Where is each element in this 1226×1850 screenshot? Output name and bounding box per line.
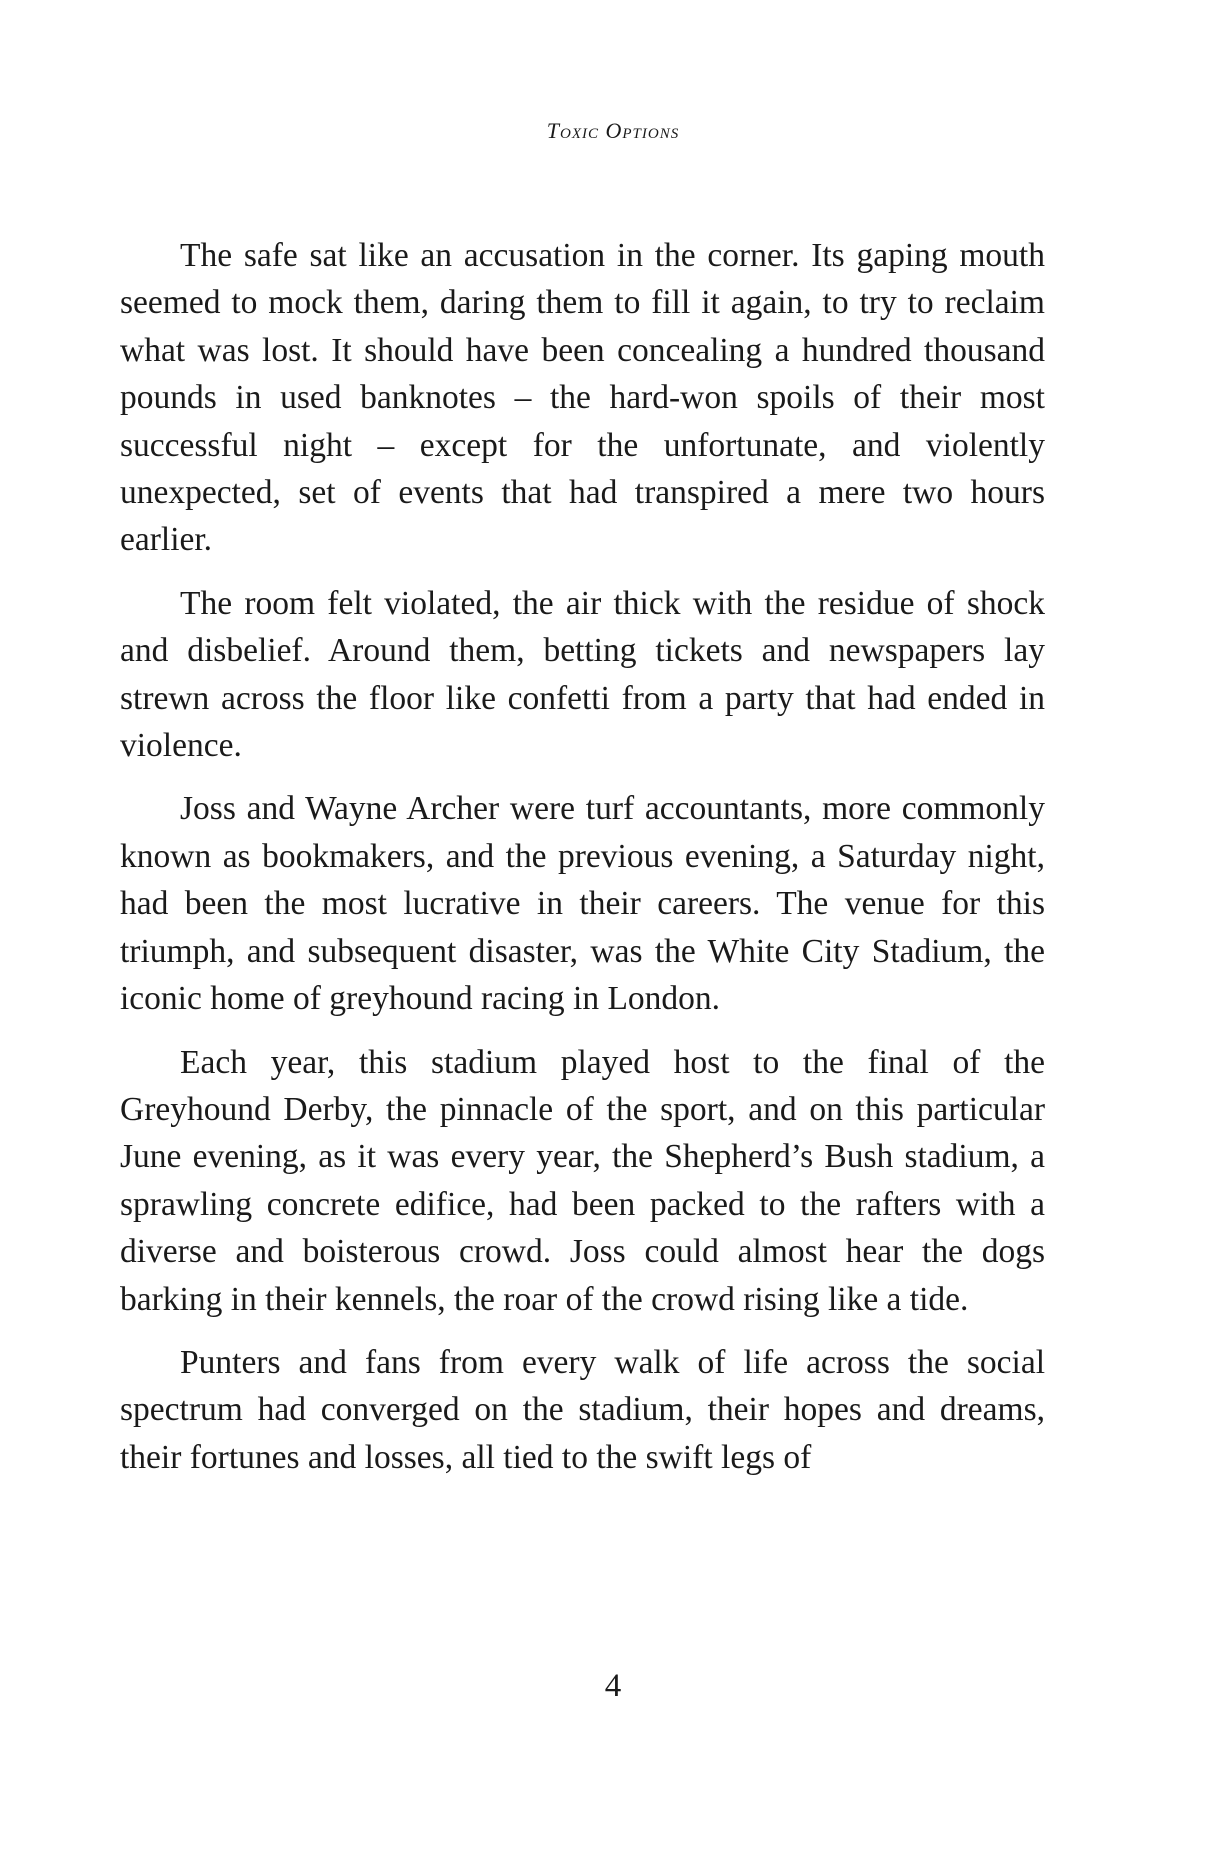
paragraph: Joss and Wayne Archer were turf accountants, more commonly known as bookmakers, and the previous evening, a Saturday night, had been the most lucrative in their careers. The venue for this triumph, and subsequent disaster, was the White City Stadium, the iconic home of greyhound racing in London.	[120, 790, 1045, 1018]
page-number: 4	[604, 1668, 622, 1704]
body-text	[120, 232, 1045, 1497]
paragraph: The room felt violated, the air thick with the residue of shock and disbelief. Around them, betting tickets and newspapers lay strewn across the floor like confetti from a party that had ended in violence.	[120, 584, 1045, 765]
paragraph: Each year, this stadium played host to the final of the Greyhound Derby, the pinnacle of the sport, and on this particular June evening, as it was every year, the Shepherd’s Bush stadium, a sprawling concrete edifice, had been packed to the rafters with a diverse and boisterous crowd. Joss could almost hear the dogs barking in their kennels, the roar of the crowd rising like a tide.	[120, 1043, 1045, 1318]
paragraph: The safe sat like an accusation in the corner. Its gaping mouth seemed to mock them, daring them to fill it again, to try to reclaim what was lost. It should have been concealing a hundred thousand pounds in used banknotes – the hard-won spoils of their most successful night – except for the unfortunate, and violently unexpected, set of events that had transpired a mere two hours earlier.	[120, 237, 1045, 559]
running-head-title: Toxic Options	[546, 118, 680, 143]
paragraph: Punters and fans from every walk of life across the social spectrum had converged on the stadium, their hopes and dreams, their fortunes and losses, all tied to the swift legs of	[120, 1343, 1045, 1476]
